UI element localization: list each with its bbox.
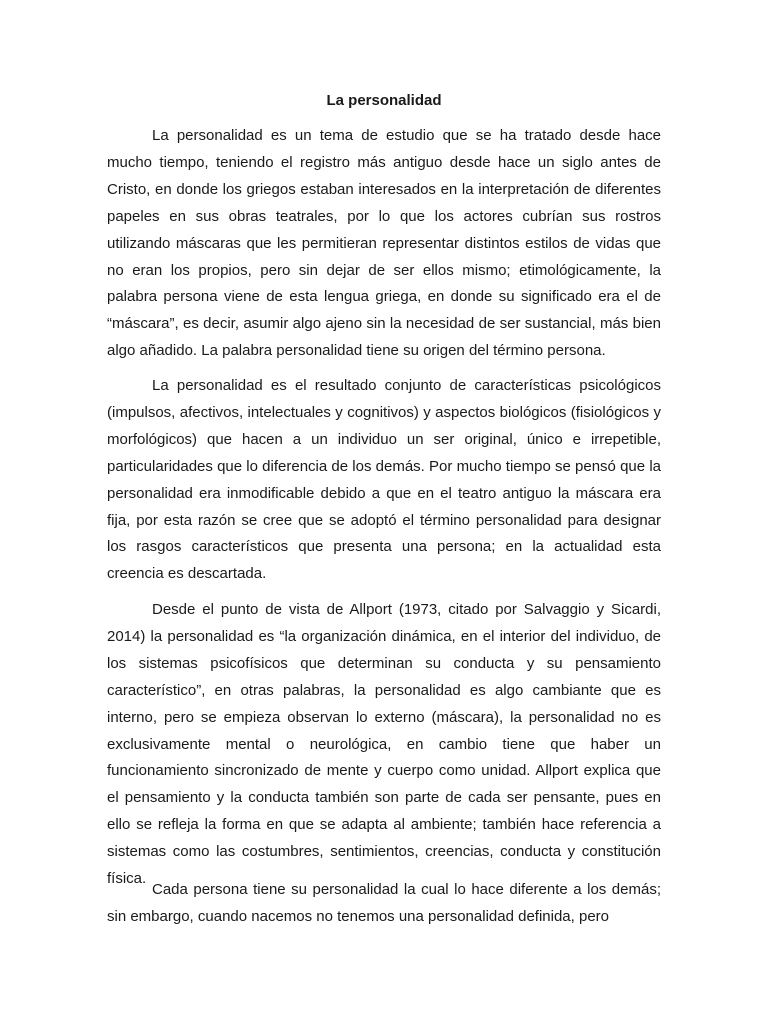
paragraph-3: Desde el punto de vista de Allport (1973, citado por Salvaggio y Sicardi, 2014) la personalidad es “la organización dinámica, en el interior del individuo, de los sistemas psicofísicos que determinan su conducta y su pensamiento característico”, en otras palabras, la personalidad es algo cambiante que es interno, pero se empieza observan lo externo (máscara), la personalidad no es exclusivamente mental o neurológica, en cambio tiene que haber un funcionamiento sincronizado de mente y cuerpo como unidad. Allport explica que el pensamiento y la conducta también son parte de cada ser pensante, pues en ello se refleja la forma en que se adapta al ambiente; también hace referencia a sistemas como las costumbres, sentimientos, creencias, conducta y constitución física. (107, 601, 661, 888)
paragraph-2: La personalidad es el resultado conjunto de características psicológicos (impulsos, afectivos, intelectuales y cognitivos) y aspectos biológicos (fisiológicos y morfológicos) que hacen a un individuo un ser original, único e irrepetible, particularidades que lo diferencia de los demás. Por mucho tiempo se pensó que la personalidad era inmodificable debido a que en el teatro antiguo la máscara era fija, por esta razón se cree que se adoptó el término personalidad para designar los rasgos característicos que presenta una persona; en la actualidad esta creencia es descartada. (107, 377, 661, 583)
paragraph-4: Cada persona tiene su personalidad la cual lo hace diferente a los demás; sin embargo, cuando nacemos no tenemos una personalidad definida, pero (107, 881, 661, 925)
paragraph-1: La personalidad es un tema de estudio que se ha tratado desde hace mucho tiempo, teniendo el registro más antiguo desde hace un siglo antes de Cristo, en donde los griegos estaban interesados en la interpretación de diferentes papeles en sus obras teatrales, por lo que los actores cubrían sus rostros utilizando máscaras que les permitieran representar distintos estilos de vidas que no eran los propios, pero sin dejar de ser ellos mismo; etimológicamente, la palabra persona viene de esta lengua griega, en donde su significado era el de “máscara”, es decir, asumir algo ajeno sin la necesidad de ser sustancial, más bien algo añadido. La palabra personalidad tiene su origen del término persona. (107, 127, 661, 360)
document-title: La personalidad (326, 92, 442, 109)
